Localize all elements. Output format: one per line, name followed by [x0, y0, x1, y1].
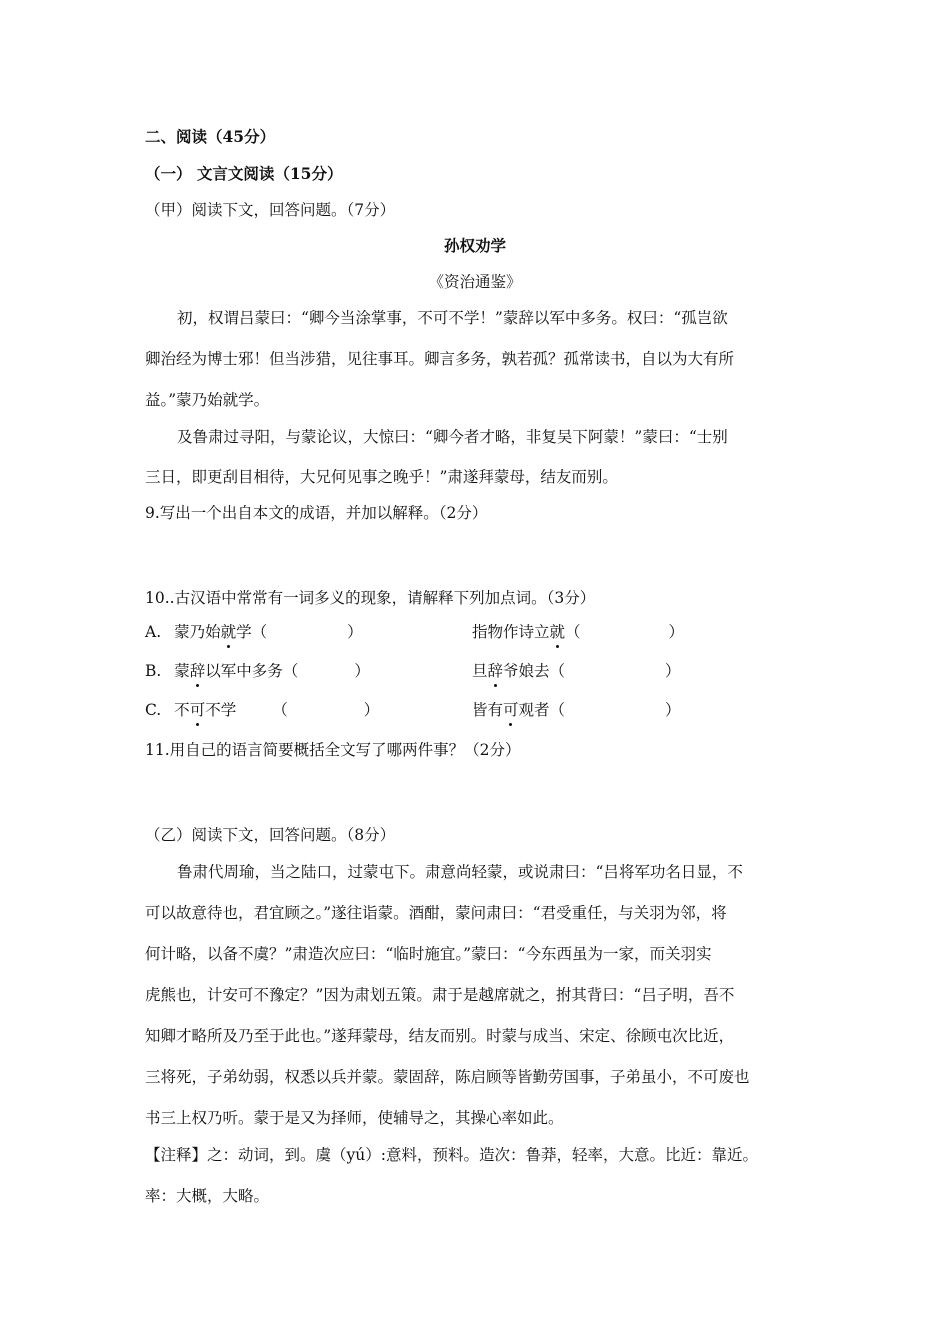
passage-source: 《资治通鉴》 — [428, 273, 522, 291]
passage-b-line-1: 鲁肃代周瑜，当之陆口，过蒙屯下。肃意尚轻蒙，或说肃曰：“吕将军功名日显，不 — [177, 863, 743, 881]
passage-a-line-3: 益。”蒙乃始就学。 — [145, 391, 270, 409]
passage-a-line-2: 卿治经为博士邪！但当涉猎，见往事耳。卿言多务，孰若孤？孤常读书，自以为大有所 — [145, 350, 735, 368]
question-11: 11.用自己的语言简要概括全文写了哪两件事？（2分） — [145, 741, 521, 759]
section-title: 二、阅读（45分） — [145, 127, 276, 146]
passage-b-line-3: 何计略，以备不虞？”肃造次应曰：“临时施宜。”蒙曰：“今东西虽为一家，而关羽实 — [145, 945, 712, 963]
dotted-word: 就 — [549, 623, 566, 641]
dotted-word: 可 — [503, 701, 519, 719]
q10-item-c: C. 不可不学 （ ） 皆有可观者（ ） — [145, 701, 681, 719]
passage-b-line-2: 可以故意待也，君宜顾之。”遂往诣蒙。酒酣，蒙问肃曰：“君受重任，与关羽为邻，将 — [145, 904, 727, 922]
dotted-word: 辞 — [189, 662, 206, 680]
question-10: 10..古汉语中常常有一词多义的现象，请解释下列加点词。（3分） — [145, 589, 596, 607]
q10-item-letter: A. — [145, 623, 162, 641]
q10-c-right-text: 皆有 — [472, 701, 504, 719]
q10-a-left-text: 蒙乃始 — [174, 623, 221, 641]
annotation-line-2: 率：大概，大略。 — [145, 1187, 270, 1205]
sub-title: （一） 文言文阅读（15分） — [145, 164, 343, 183]
dotted-word: 可 — [189, 701, 206, 719]
passage-b-line-4: 虎熊也，计安可不豫定？”因为肃划五策。肃于是越席就之，拊其背曰：“吕子明，吾不 — [145, 986, 735, 1004]
q10-c-left-text: 不 — [174, 701, 190, 719]
q10-b-right-text: 旦 — [472, 662, 488, 680]
passage-title: 孙权劝学 — [443, 236, 506, 255]
q10-item-b: B. 蒙辞以军中多务（ ） 旦辞爷娘去（ ） — [145, 662, 681, 680]
part-a-instruction: （甲）阅读下文，回答问题。（7分） — [145, 201, 396, 219]
passage-b-line-5: 知卿才略所及乃至于此也。”遂拜蒙母，结友而别。时蒙与成当、宋定、徐顾屯次比近， — [145, 1027, 735, 1045]
q10-item-letter: B. — [145, 662, 162, 680]
dotted-word: 辞 — [487, 662, 504, 680]
passage-b-line-6: 三将死，子弟幼弱，权悉以兵并蒙。蒙固辞，陈启顾等皆勤劳国事，子弟虽小，不可废也 — [145, 1068, 750, 1086]
question-9: 9.写出一个出自本文的成语，并加以解释。（2分） — [145, 504, 488, 522]
passage-a-line-4: 及鲁肃过寻阳，与蒙论议，大惊曰：“卿今者才略，非复吴下阿蒙！”蒙曰：“士别 — [177, 428, 728, 446]
q10-a-right-text: 指物作诗立 — [472, 623, 550, 641]
passage-a-line-1: 初，权谓吕蒙曰：“卿今当涂掌事，不可不学！”蒙辞以军中多务。权曰：“孤岂欲 — [177, 309, 728, 327]
q10-item-letter: C. — [145, 701, 162, 719]
passage-a-line-5: 三日，即更刮目相待，大兄何见事之晚乎！”肃遂拜蒙母，结友而别。 — [145, 468, 618, 486]
part-b-instruction: （乙）阅读下文，回答问题。（8分） — [145, 826, 396, 844]
q10-item-a: A. 蒙乃始就学（ ） 指物作诗立就（ ） — [145, 623, 685, 641]
annotation-line-1: 【注释】之：动词，到。虞（yú）:意料，预料。造次：鲁莽，轻率，大意。比近：靠近。 — [145, 1146, 758, 1164]
dotted-word: 就 — [220, 623, 237, 641]
q10-b-left-text: 蒙 — [174, 662, 190, 680]
passage-b-line-7: 书三上权乃听。蒙于是又为择师，使辅导之，其操心率如此。 — [145, 1109, 564, 1127]
